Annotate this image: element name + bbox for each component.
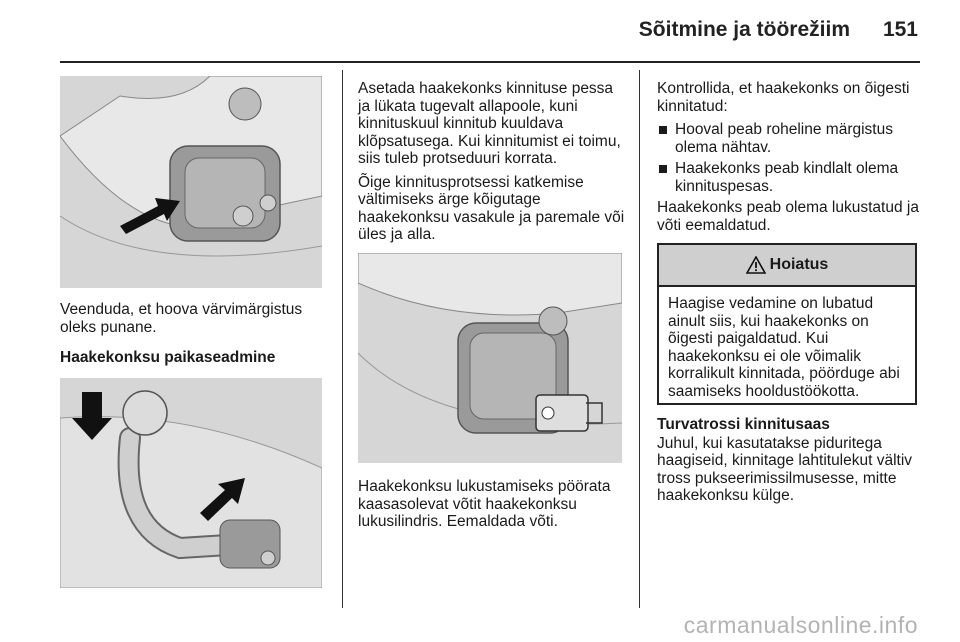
col3-text-top <box>657 80 921 240</box>
col2-text-top <box>358 80 626 250</box>
warning-title: Hoiatus <box>769 256 829 273</box>
column-divider-2 <box>639 70 640 608</box>
col3-paragraph-2: Haakekonks peab olema lukustatud ja võti eemaldatud. <box>657 199 919 234</box>
col2-paragraph-1: Asetada haakekonks kinnituse pessa ja lükata tugevalt allapoole, kuni kinnituskuul kinnitub kuuldava klõpsatusega. Kui kinnitumist ei toimu, siis tuleb protseduuri korrata. <box>358 80 621 167</box>
col2-paragraph-2: Õige kinnitusprotsessi katkemise vältimiseks ärge kõigutage haakekonksu vasakule ja paremale või üles ja alla. <box>358 173 625 243</box>
bullet-square-icon <box>659 126 667 134</box>
bullet-text: Hooval peab roheline märgistus olema nähtav. <box>675 121 893 156</box>
col3-text-bottom <box>657 416 921 511</box>
warning-box <box>657 243 917 405</box>
col1-text: Veenduda, et hoova värvimärgistus oleks punane. <box>60 301 303 336</box>
page-number: 151 <box>882 18 918 41</box>
col2-paragraph-3: Haakekonksu lukustamiseks pöörata kaasasolevat võtit haakekonksu lukusilindris. Eemaldada võti. <box>358 478 611 530</box>
warning-triangle-icon <box>746 256 766 274</box>
col3-paragraph-3: Juhul, kui kasutatakse piduritega haagiseid, kinnitage lahtitulekut vältiv tross pukseerimissilmusesse, mitte haakekonksu külge. <box>657 434 913 504</box>
warning-text: Haagise vedamine on lubatud ainult siis, kui haakekonks on õigesti paigaldatud. Kui haakekonksu ei ole võimalik korralikult kinnitada, pöörduge abi saamiseks hooldustöökotta. <box>668 295 900 400</box>
warning-header <box>659 245 915 287</box>
bullet-text: Haakekonks peab kindlalt olema kinnituspesas. <box>675 160 899 195</box>
col1-paragraph <box>60 301 330 342</box>
watermark: carmanualsonline.info <box>683 612 918 638</box>
col2-text-bottom <box>358 478 626 537</box>
figure-hitch-socket-insert <box>60 76 322 288</box>
hitch-socket-illustration <box>60 76 322 288</box>
figure-hitch-lock-key <box>358 253 622 463</box>
hitch-ball-illustration <box>60 378 322 588</box>
list-item <box>657 121 921 156</box>
list-item <box>657 160 921 195</box>
col1-heading: Haakekonksu paikaseadmine <box>60 349 276 366</box>
col3-intro: Kontrollida, et haakekonks on õigesti kinnitatud: <box>657 80 910 115</box>
column-divider-1 <box>342 70 343 608</box>
header-rule <box>60 61 920 63</box>
page-title: Sõitmine ja töörežiim <box>638 18 850 41</box>
figure-hitch-ball-mount <box>60 378 322 588</box>
bullet-square-icon <box>659 165 667 173</box>
hitch-lock-illustration <box>358 253 622 463</box>
col3-heading: Turvatrossi kinnitusaas <box>657 416 830 433</box>
